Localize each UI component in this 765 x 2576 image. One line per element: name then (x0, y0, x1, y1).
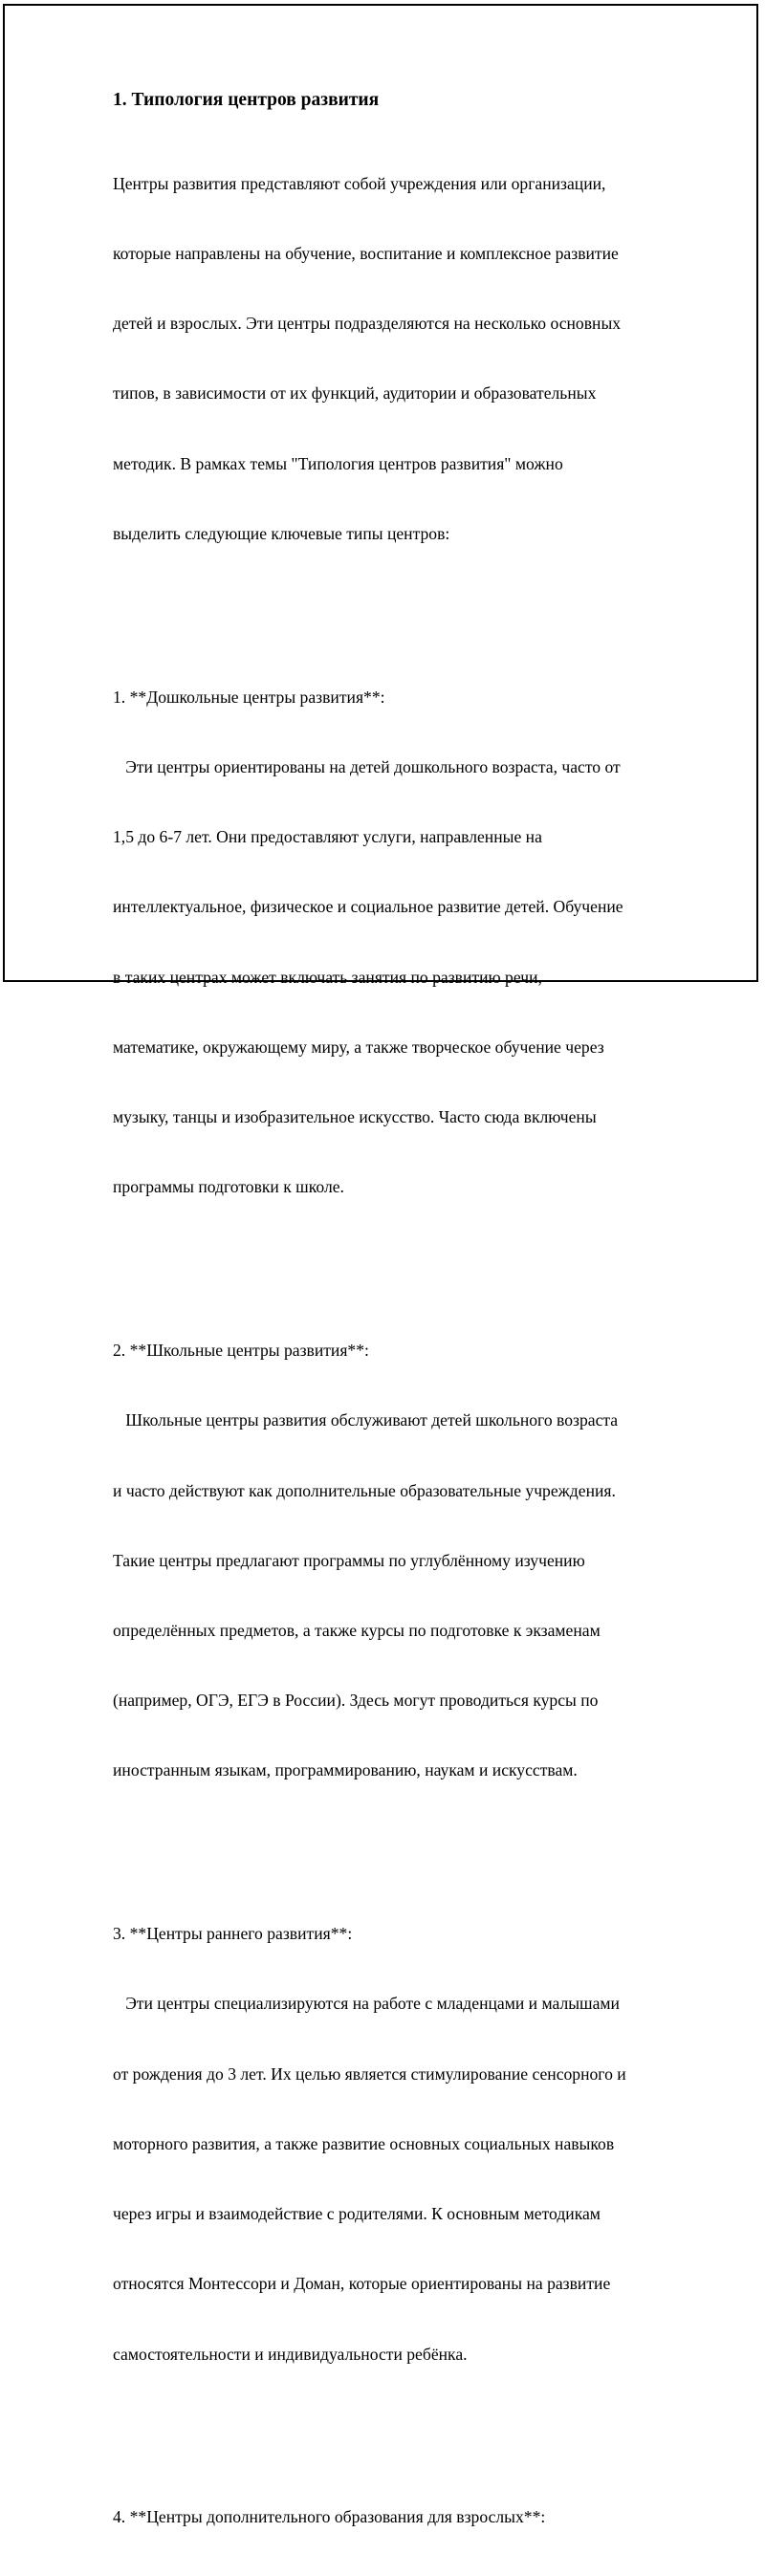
section-line: Школьные центры развития обслуживают детей школьного возраста (113, 1410, 619, 1430)
section-line: программы подготовки к школе. (113, 1177, 344, 1197)
intro-paragraph (113, 125, 677, 2576)
document-heading: 1. Типология центров развития (113, 90, 380, 110)
section-line: от рождения до 3 лет. Их целью является стимулирование сенсорного и (113, 2063, 626, 2084)
section-line: (например, ОГЭ, ЕГЭ в России). Здесь могут проводиться курсы по (113, 1691, 599, 1711)
section-title-preschool: 1. **Дошкольные центры развития**: (113, 687, 385, 707)
intro-line: детей и взрослых. Эти центры подразделяются на несколько основных (113, 314, 622, 334)
paragraph-gap (113, 1829, 677, 1852)
section-line: в таких центрах может включать занятия по развитию речи, (113, 967, 542, 987)
section-line: самостоятельности и индивидуальности ребёнка. (113, 2344, 468, 2364)
section-title-adult: 4. **Центры дополнительного образования для взрослых**: (113, 2507, 546, 2527)
section-line: Эти центры ориентированы на детей дошкольного возраста, часто от (113, 756, 621, 776)
paragraph-gap (113, 2412, 677, 2435)
paragraph-gap (113, 1245, 677, 1268)
section-line: через игры и взаимодействие с родителями. К основным методикам (113, 2204, 601, 2224)
document-body (113, 89, 677, 2576)
intro-line: выделить следующие ключевые типы центров: (113, 523, 450, 543)
section-line: Эти центры специализируются на работе с младенцами и малышами (113, 1994, 620, 2014)
section-line: интеллектуальное, физическое и социальное развитие детей. Обучение (113, 897, 623, 917)
intro-line: Центры развития представляют собой учреждения или организации, (113, 173, 606, 193)
section-title-early: 3. **Центры раннего развития**: (113, 1924, 353, 1944)
section-line: математике, окружающему миру, а также творческое обучение через (113, 1037, 604, 1057)
paragraph-gap (113, 592, 677, 615)
section-line: и часто действуют как дополнительные образовательные учреждения. (113, 1480, 616, 1500)
intro-line: методик. В рамках темы "Типология центров развития" можно (113, 453, 563, 473)
section-line: моторного развития, а также развитие основных социальных навыков (113, 2133, 615, 2153)
section-line: относятся Монтессори и Доман, которые ориентированы на развитие (113, 2274, 611, 2294)
section-line: Такие центры предлагают программы по углублённому изучению (113, 1550, 585, 1570)
section-line: 1,5 до 6-7 лет. Они предоставляют услуги, направленные на (113, 827, 542, 847)
intro-line: типов, в зависимости от их функций, аудитории и образовательных (113, 383, 597, 404)
section-title-school: 2. **Школьные центры развития**: (113, 1341, 369, 1361)
section-line: иностранным языкам, программированию, наукам и искусствам. (113, 1760, 578, 1780)
section-line: музыку, танцы и изобразительное искусство. Часто сюда включены (113, 1107, 597, 1127)
intro-line: которые направлены на обучение, воспитание и комплексное развитие (113, 244, 619, 264)
section-line: определённых предметов, а также курсы по подготовке к экзаменам (113, 1620, 601, 1640)
